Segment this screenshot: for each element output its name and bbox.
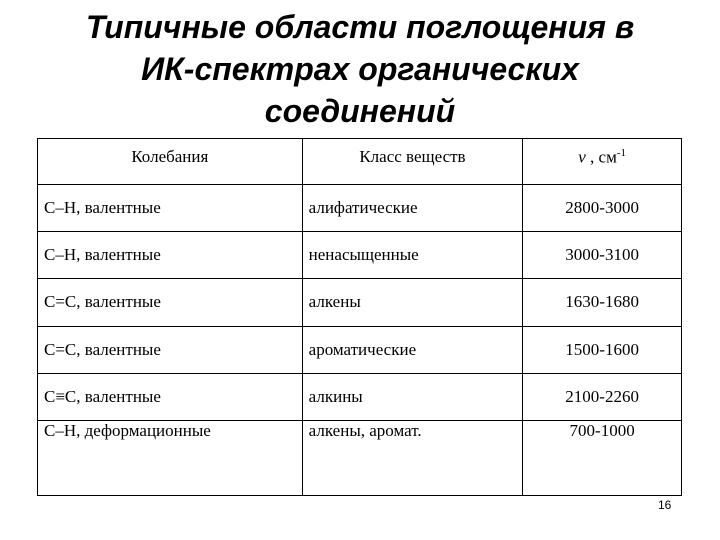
cell-wavenumber: 1500-1600	[523, 326, 682, 373]
cell-wavenumber: 2100-2260	[523, 373, 682, 420]
cell-class: ароматические	[302, 326, 523, 373]
cell-vibration: С–Н, валентные	[38, 232, 303, 279]
table-row	[38, 326, 682, 373]
cell-class: алкены, аромат.	[302, 420, 523, 495]
cell-class: ненасыщенные	[302, 232, 523, 279]
ir-absorption-table	[37, 138, 682, 496]
table-header-row	[38, 139, 682, 185]
table-row	[38, 373, 682, 420]
cell-class: алкены	[302, 279, 523, 326]
cell-wavenumber: 2800-3000	[523, 185, 682, 232]
cell-class: алкины	[302, 373, 523, 420]
table-row	[38, 420, 682, 495]
header-class: Класс веществ	[302, 139, 523, 185]
table-row	[38, 232, 682, 279]
page-number: 16	[658, 498, 672, 512]
cell-vibration: С=С, валентные	[38, 279, 303, 326]
table-row	[38, 279, 682, 326]
cell-class: алифатические	[302, 185, 523, 232]
cell-wavenumber: 3000-3100	[523, 232, 682, 279]
cell-vibration: С=С, валентные	[38, 326, 303, 373]
cell-wavenumber: 1630-1680	[523, 279, 682, 326]
cell-vibration: С–Н, деформационные	[38, 420, 303, 495]
slide-title	[0, 6, 720, 132]
unit-exponent: -1	[616, 147, 627, 159]
nu-symbol: ν	[578, 147, 586, 167]
cell-vibration: С–Н, валентные	[38, 185, 303, 232]
title-line-3: соединений	[264, 93, 456, 129]
title-line-2: ИК-спектрах органических	[141, 51, 579, 87]
header-wavenumber	[523, 139, 682, 185]
header-vibration: Колебания	[38, 139, 303, 185]
cell-wavenumber: 700-1000	[523, 420, 682, 495]
table-row	[38, 185, 682, 232]
wavenumber-unit: , см	[585, 147, 617, 167]
title-line-1: Типичные области поглощения в	[85, 9, 635, 45]
cell-vibration: С≡С, валентные	[38, 373, 303, 420]
